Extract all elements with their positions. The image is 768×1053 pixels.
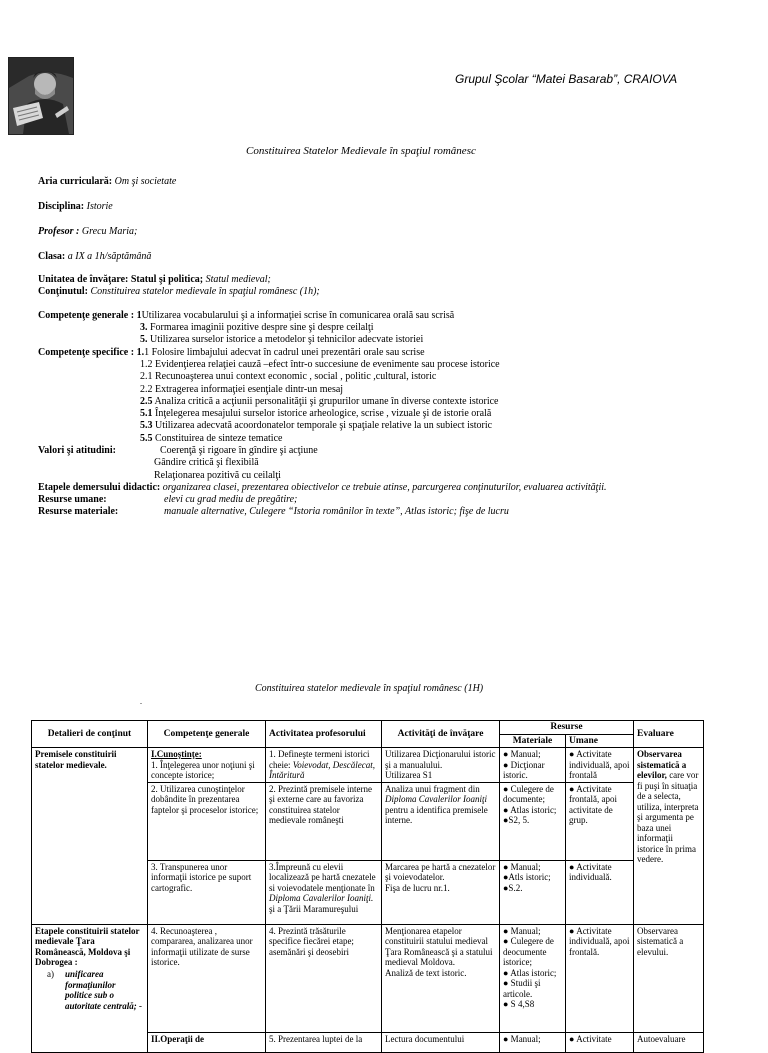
cg-5-num: 5. [140, 334, 148, 345]
cell-mat-r3 [500, 860, 566, 924]
cell-act-r4 [382, 924, 500, 1032]
scholar-portrait-image [8, 57, 74, 135]
cs-2-text: Evidenţierea relaţiei cauză –efect într-o succesiune de evenimente sau procese istorice [155, 359, 500, 370]
disciplina-line [38, 201, 113, 213]
cs-1-num: 1. [136, 347, 145, 358]
sub-item-label: a) [47, 968, 54, 979]
mat-r3-2: ●Atls istoric; [503, 872, 551, 882]
cell-competente-r4: 4. Recunoaşterea , compararea, analizarea unor informaţii utilizate de surse istorice. [148, 924, 266, 1032]
cs-7-num: 5.3 [140, 420, 153, 431]
sub-item [35, 969, 144, 1012]
cell-act-r2 [382, 782, 500, 860]
cs-2-line [140, 359, 500, 371]
continutul-value: Constituirea statelor medievale în spaţiul românesc (1h); [90, 286, 320, 297]
comp-text-r1: 1. Înţelegerea unor noţiuni şi concepte istorice; [151, 759, 255, 780]
unitatea-line [38, 274, 271, 286]
cell-eval-r5: Autoevaluare [634, 1032, 704, 1052]
th-activitatea: Activitatea profesorului [266, 721, 382, 748]
cell-act-r3 [382, 860, 500, 924]
stray-dot: . [140, 697, 142, 706]
cell-um-r1: ● Activitate individuală, apoi frontală [566, 748, 634, 783]
act-r1-1: Utilizarea Dicţionarului istoric şi a manualului. [385, 749, 496, 770]
competente-generale-line [38, 310, 454, 322]
unitatea-value: Statul medieval; [205, 274, 271, 285]
mat-r4-1: ● Manual; [503, 925, 541, 936]
th-competente: Competenţe generale [148, 721, 266, 748]
cell-detalieri-premise: Premisele constituirii statelor medievale. [32, 748, 148, 925]
cell-competente-r5: II.Operaţii de [148, 1032, 266, 1052]
act-r2-i: Diploma Cavalerilor Ioaniţi [385, 794, 487, 804]
cg-5-line [140, 334, 423, 346]
aria-value: Om şi societate [114, 176, 177, 187]
school-name: Grupul Şcolar “Matei Basarab”, CRAIOVA [455, 72, 678, 86]
mat-r1-1: ● Manual; [503, 749, 541, 759]
aria-curriculara-line [38, 176, 176, 188]
resurse-umane-label: Resurse umane: [38, 494, 107, 505]
cs-6-line [140, 408, 491, 420]
cg-3-line [140, 322, 374, 334]
prof-r3-a: 3.Împreună cu elevii localizează pe hartă cnezatele si voievodatele menţionate în [269, 861, 376, 893]
cg-3-text: Formarea imaginii pozitive despre sine şi despre ceilalţi [150, 322, 374, 333]
aria-label: Aria curriculară: [38, 176, 113, 187]
cs-7-line [140, 420, 492, 432]
profesor-line [38, 226, 137, 238]
valori-item-1: Coerenţă şi rigoare în gîndire şi acţiune [160, 445, 318, 456]
prof-r3-i: Diploma Cavalerilor Ioaniţi. [269, 893, 374, 903]
th-materiale: Materiale [500, 734, 566, 748]
clasa-value: a IX a 1h/săptămână [67, 251, 152, 262]
act-r2-b: pentru a identifica premisele interne. [385, 804, 488, 825]
eval-r1-text: care vor fi puşi în situaţia de a selecta, utiliza, interpreta şi argumenta pe baza unei informaţii istorice în prima vedere. [637, 770, 699, 864]
cell-mat-r4 [500, 924, 566, 1032]
cs-8-text: Constituirea de sinteze tematice [155, 433, 283, 444]
continutul-label: Conţinutul: [38, 286, 89, 297]
th-umane: Umane [566, 734, 634, 748]
mat-r3-1: ● Manual; [503, 861, 541, 872]
act-r4: Menţionarea etapelor constituirii statului medieval Ţara Românească şi a statului medieval Moldova. [385, 925, 493, 967]
competente-specifice-label: Competenţe specifice : [38, 347, 135, 358]
portrait-illustration [9, 58, 73, 134]
cs-1-text: 1 Folosire limbajului adecvat în cadrul unei prezentări orale sau scrise [144, 347, 425, 358]
cell-eval-r1 [634, 748, 704, 925]
cg-1-text: Utilizarea vocabularului şi a informaţiei scrise în comunicarea orală sau scrisă [141, 310, 455, 321]
cell-competente-r1 [148, 748, 266, 783]
cs-4-text: Extragerea informaţiei esenţiale dintr-un mesaj [155, 384, 344, 395]
cs-6-num: 5.1 [140, 408, 153, 419]
resurse-umane-value: elevi cu grad mediu de pregătire; [164, 494, 298, 505]
act-r1-2: Utilizarea S1 [385, 770, 433, 780]
cs-3-text: Recunoaşterea unui context economic , social , politic ,cultural, istoric [155, 371, 437, 382]
mat-r4-2: ● Culegere de deocumente istorice; [503, 936, 554, 967]
competente-generale-label: Competenţe generale : [38, 310, 135, 321]
cell-prof-r3 [266, 860, 382, 924]
prof-r1-b: Voievodat, Descălecat, Întăritură [269, 759, 375, 780]
cell-um-r4: ● Activitate individuală, apoi frontală. [566, 924, 634, 1032]
cs-8-num: 5.5 [140, 433, 153, 444]
table-header-row [32, 721, 704, 735]
cs-3-num: 2.1 [140, 371, 153, 382]
table-row [32, 924, 704, 1032]
cs-3-line [140, 371, 436, 383]
valori-item-3: Relaţionarea pozitivă cu ceilalţi [154, 470, 281, 481]
cg-1-num: 1 [136, 310, 142, 321]
cell-act-r5: Lectura documentului [382, 1032, 500, 1052]
cell-act-r1 [382, 748, 500, 783]
etape-label: Etapele demersului didactic: [38, 482, 161, 493]
cs-8-line [140, 433, 282, 445]
disciplina-value: Istorie [86, 201, 113, 212]
th-evaluare: Evaluare [634, 721, 704, 748]
th-detalieri: Detalieri de conţinut [32, 721, 148, 748]
cell-um-r2: ● Activitate frontală, apoi activitate de grup. [566, 782, 634, 860]
prof-r3-b: şi a Ţării Maramureşului [269, 903, 359, 914]
mat-r2-2: ● Atlas istoric; [503, 804, 557, 815]
mat-r2-1: ● Culegere de documente; [503, 783, 554, 804]
cs-2-num: 1.2 [140, 359, 153, 370]
comp-head-r1: I.Cunoştinţe: [151, 749, 202, 759]
cg-3-num: 3. [140, 322, 148, 333]
th-resurse: Resurse [500, 721, 634, 735]
profesor-label: Profesor : [38, 226, 80, 237]
cell-um-r5: ● Activitate [566, 1032, 634, 1052]
th-activitati: Activităţi de învăţare [382, 721, 500, 748]
mat-r2-3: ●S2, 5. [503, 815, 530, 825]
continutul-line [38, 286, 320, 298]
cs-6-text: Înţelegerea mesajului surselor istorice arheologice, scrise , vizuale şi de istorie orală [155, 408, 492, 419]
cell-prof-r2: 2. Prezintă premisele interne şi externe care au favoriza constituirea statelor medievale româneşti [266, 782, 382, 860]
act-r3-b: Fişa de lucru nr.1. [385, 882, 450, 893]
cell-prof-r5: 5. Prezentarea luptei de la [266, 1032, 382, 1052]
sub-item-text: unificarea formaţiunilor politice sub o autoritate centrală; - [65, 969, 142, 1011]
table-title: Constituirea statelor medievale în spaţiul românesc (1H) [255, 683, 484, 694]
act-r4-b: Analiză de text istoric. [385, 967, 467, 978]
cg-5-text: Utilizarea surselor istorice a metodelor şi tehnicilor adecvate istoriei [150, 334, 424, 345]
act-r3: Marcarea pe hartă a cnezatelor şi voievodatelor. [385, 861, 496, 882]
cs-5-text: Analiza critică a acţiunii personalităţii şi grupurilor umane în diverse contexte istorice [154, 396, 499, 407]
cell-prof-r4: 4. Prezintă trăsăturile specifice fiecărei etape; asemănări şi deosebiri [266, 924, 382, 1032]
resurse-materiale-label: Resurse materiale: [38, 506, 119, 517]
cell-um-r3: ● Activitate individuală. [566, 860, 634, 924]
cell-mat-r1 [500, 748, 566, 783]
cell-eval-r4: Observarea sistematică a elevului. [634, 924, 704, 1032]
table-row [32, 748, 704, 783]
lesson-plan-table [31, 720, 704, 1053]
mat-r3-3: ●S.2. [503, 882, 523, 893]
cs-4-num: 2.2 [140, 384, 153, 395]
mat-r4-3: ● Atlas istoric; [503, 967, 557, 978]
cell-mat-r2 [500, 782, 566, 860]
mat-r4-4: ● Studii şi articole. [503, 978, 541, 999]
document-title: Constituirea Statelor Medievale în spaţiul românesc [246, 145, 476, 157]
cs-5-num: 2.5 [140, 396, 153, 407]
disciplina-label: Disciplina: [38, 201, 85, 212]
competente-specifice-line [38, 347, 425, 359]
detalieri-etape-text: Etapele constituirii statelor medievale Ţara Românească, Moldova şi Dobrogea : [35, 925, 140, 967]
unitatea-bold-value: Statul şi politica; [130, 274, 204, 285]
cell-mat-r5: ● Manual; [500, 1032, 566, 1052]
cs-5-line [140, 396, 499, 408]
act-r2-a: Analiza unui fragment din [385, 783, 480, 794]
cs-4-line [140, 384, 343, 396]
mat-r1-2: ● Dicţionar istoric. [503, 759, 545, 780]
unitatea-label: Unitatea de învăţare: [38, 274, 129, 285]
prof-r1-a: 1. Defineşte termeni istorici cheie: [269, 749, 370, 770]
clasa-label: Clasa: [38, 251, 66, 262]
etape-value: organizarea clasei, prezentarea obiectivelor ce trebuie atinse, parcurgerea conţinuturilor, evaluarea activităţii. [162, 482, 607, 493]
cell-prof-r1 [266, 748, 382, 783]
cell-competente-r3: 3. Transpunerea unor informaţii istorice pe suport cartografic. [148, 860, 266, 924]
eval-r1-bold: Observarea sistematică a elevilor, [637, 749, 687, 780]
etape-line [38, 482, 607, 494]
mat-r4-5: ● S 4,S8 [503, 999, 535, 1009]
clasa-line [38, 251, 151, 263]
valori-item-2: Gândire critică şi flexibilă [154, 457, 259, 468]
valori-label: Valori şi atitudini: [38, 445, 116, 456]
cell-detalieri-etape [32, 924, 148, 1052]
cs-7-text: Utilizarea adecvată acoordonatelor temporale şi spaţiale relative la un subiect istoric [155, 420, 493, 431]
profesor-value: Grecu Maria; [81, 226, 138, 237]
resurse-materiale-value: manuale alternative, Culegere “Istoria românilor în texte”, Atlas istoric; fişe de lucru [164, 506, 509, 517]
cell-competente-r2: 2. Utilizarea cunoştinţelor dobândite în prezentarea faptelor şi proceselor istorice; [148, 782, 266, 860]
